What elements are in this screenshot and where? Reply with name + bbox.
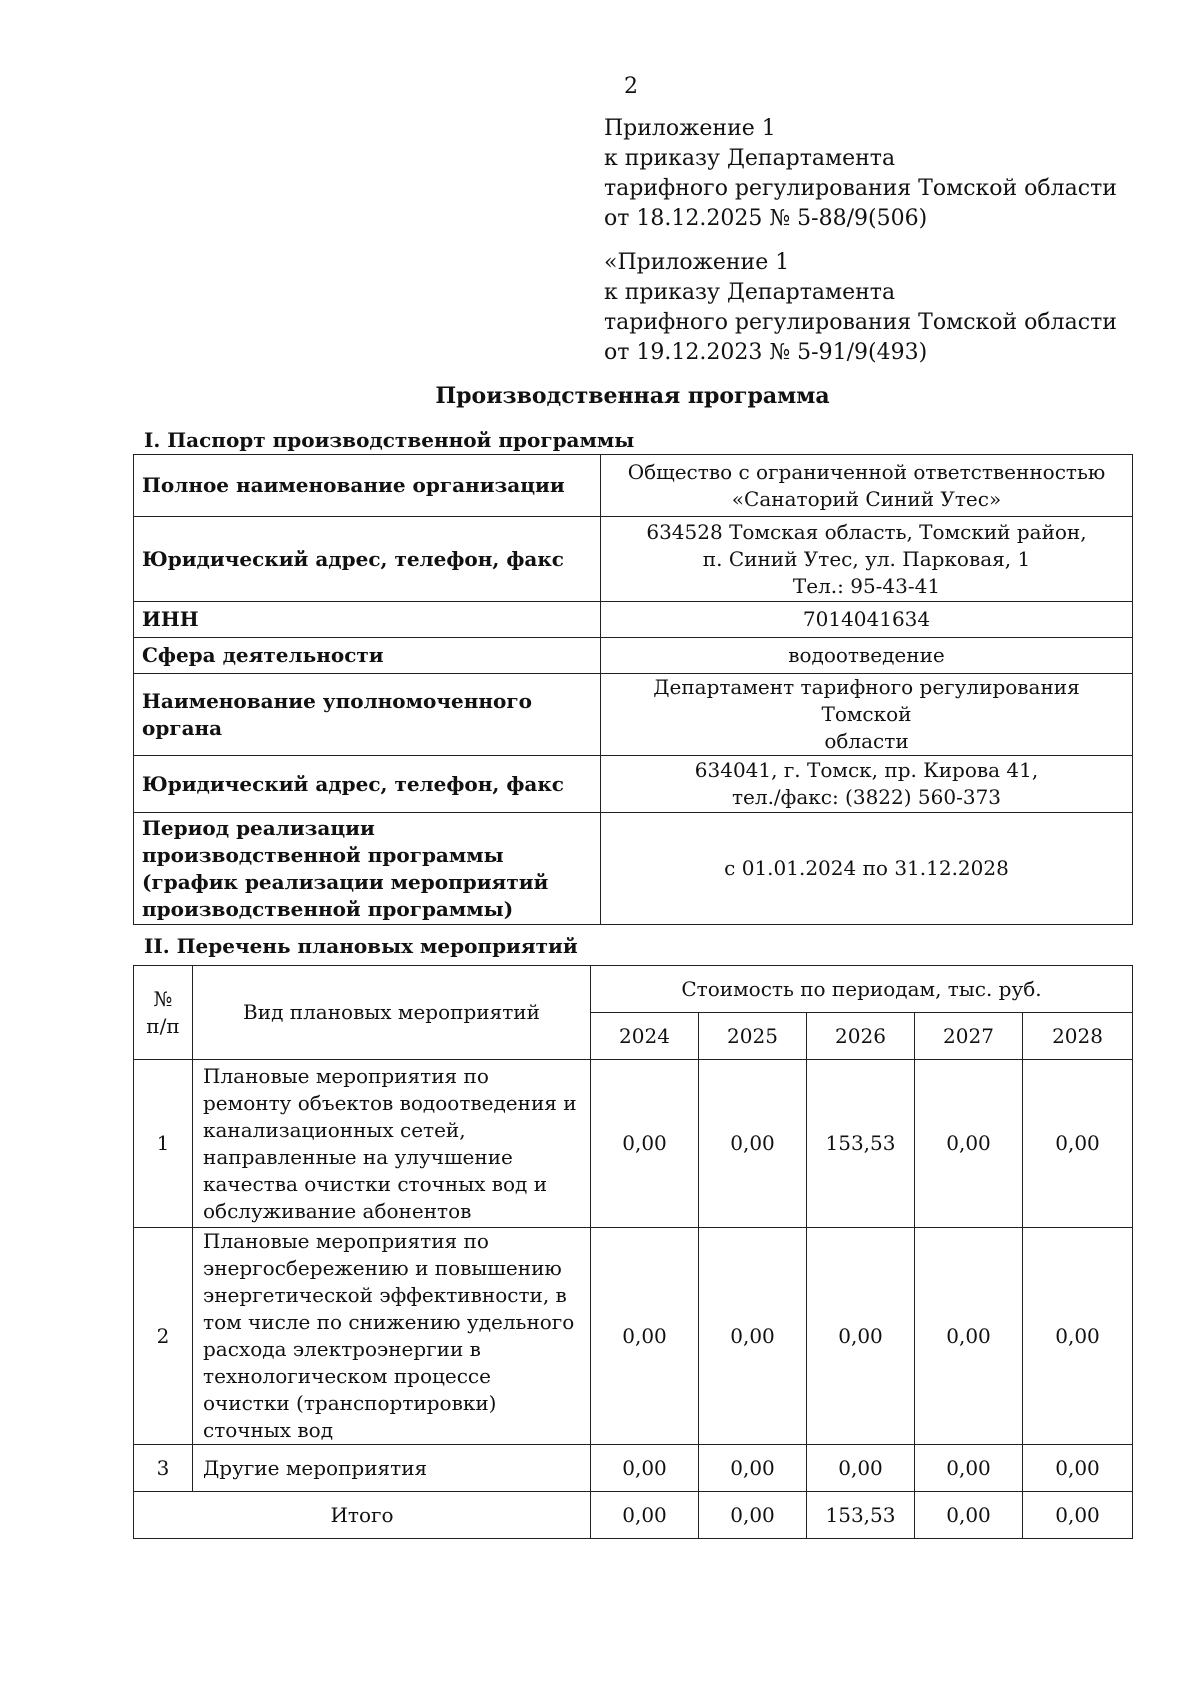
- cost-cell: 0,00: [915, 1060, 1023, 1228]
- table-row: [134, 813, 1133, 925]
- table-header-row: [134, 966, 1133, 1013]
- table-row: [134, 674, 1133, 756]
- total-cell: 0,00: [699, 1492, 807, 1539]
- page-number: 2: [624, 74, 638, 99]
- section-measures-heading: II. Перечень плановых мероприятий: [144, 934, 578, 958]
- table-total-row: [134, 1492, 1133, 1539]
- cost-cell: 0,00: [591, 1228, 699, 1445]
- table-row: [134, 602, 1133, 638]
- cost-cell: 0,00: [591, 1060, 699, 1228]
- value-line: 7014041634: [802, 607, 931, 631]
- value-line: п. Синий Утес, ул. Парковая, 1: [702, 546, 1031, 571]
- passport-label: Наименование уполномоченного органа: [134, 674, 601, 756]
- appendix-line: Приложение 1: [604, 116, 776, 141]
- appendix-line: к приказу Департамента: [604, 280, 896, 305]
- passport-label: Сфера деятельности: [134, 638, 601, 674]
- cost-cell: 0,00: [699, 1060, 807, 1228]
- cost-cell: 0,00: [699, 1228, 807, 1445]
- appendix-line: «Приложение 1: [604, 250, 790, 275]
- year-header: 2026: [807, 1013, 915, 1060]
- measure-name: Плановые мероприятия по ремонту объектов водоотведения и канализационных сетей, направленные на улучшение качества очистки сточных вод и обслуживание абонентов: [193, 1060, 591, 1228]
- appendix-line: от 19.12.2023 № 5-91/9(493): [604, 340, 928, 365]
- row-number: 2: [134, 1228, 193, 1445]
- value-line: 634041, г. Томск, пр. Кирова 41,: [694, 758, 1039, 782]
- year-header: 2027: [915, 1013, 1023, 1060]
- column-header-cost: Стоимость по периодам, тыс. руб.: [591, 966, 1133, 1013]
- year-header: 2024: [591, 1013, 699, 1060]
- measures-table: [133, 965, 1133, 1539]
- table-row: [134, 1445, 1133, 1492]
- passport-table: [133, 454, 1133, 925]
- appendix-line: к приказу Департамента: [604, 146, 896, 171]
- passport-value: [601, 674, 1133, 756]
- cost-cell: 153,53: [807, 1060, 915, 1228]
- appendix-line: тарифного регулирования Томской области: [604, 176, 1117, 201]
- value-line: области: [824, 729, 909, 753]
- cost-cell: 0,00: [1023, 1445, 1133, 1492]
- year-header: 2025: [699, 1013, 807, 1060]
- value-line: Тел.: 95-43-41: [792, 573, 941, 598]
- passport-value: [601, 602, 1133, 638]
- appendix-reference-current: [604, 114, 1117, 234]
- appendix-line: от 18.12.2025 № 5-88/9(506): [604, 206, 928, 231]
- cost-cell: 0,00: [915, 1228, 1023, 1445]
- value-line: Департамент тарифного регулирования Томской: [653, 675, 1080, 726]
- cost-cell: 0,00: [699, 1445, 807, 1492]
- cost-cell: 0,00: [915, 1445, 1023, 1492]
- total-cell: 0,00: [915, 1492, 1023, 1539]
- cost-cell: 0,00: [807, 1445, 915, 1492]
- table-row: [134, 638, 1133, 674]
- passport-label: Юридический адрес, телефон, факс: [134, 756, 601, 813]
- cost-cell: 0,00: [807, 1228, 915, 1445]
- value-line: с 01.01.2024 по 31.12.2028: [724, 856, 1009, 880]
- table-row: [134, 455, 1133, 517]
- cost-cell: 0,00: [1023, 1228, 1133, 1445]
- measure-name: Другие мероприятия: [193, 1445, 591, 1492]
- passport-label: Полное наименование организации: [134, 455, 601, 517]
- table-row: [134, 1060, 1133, 1228]
- total-cell: 153,53: [807, 1492, 915, 1539]
- passport-value: [601, 638, 1133, 674]
- passport-value: [601, 813, 1133, 925]
- value-line: тел./факс: (3822) 560-373: [731, 785, 1002, 809]
- total-cell: 0,00: [591, 1492, 699, 1539]
- appendix-line: тарифного регулирования Томской области: [604, 310, 1117, 335]
- year-header: 2028: [1023, 1013, 1133, 1060]
- value-line: Общество с ограниченной ответственностью: [627, 459, 1106, 484]
- row-number: 3: [134, 1445, 193, 1492]
- table-row: [134, 1228, 1133, 1445]
- table-row: [134, 756, 1133, 813]
- cost-cell: 0,00: [1023, 1060, 1133, 1228]
- column-header-name: Вид плановых мероприятий: [193, 966, 591, 1060]
- value-line: 634528 Томская область, Томский район,: [646, 519, 1087, 544]
- section-passport-heading: I. Паспорт производственной программы: [144, 428, 635, 452]
- total-cell: 0,00: [1023, 1492, 1133, 1539]
- total-label: Итого: [134, 1492, 591, 1539]
- table-row: [134, 517, 1133, 602]
- passport-value: [601, 517, 1133, 602]
- cost-cell: 0,00: [591, 1445, 699, 1492]
- value-line: водоотведение: [788, 643, 945, 667]
- value-line: «Санаторий Синий Утес»: [731, 486, 1002, 511]
- passport-label: Период реализации производственной программы (график реализации мероприятий производственной программы): [134, 813, 601, 925]
- measure-name: Плановые мероприятия по энергосбережению и повышению энергетической эффективности, в том числе по снижению удельного расхода электроэнергии в технологическом процессе очистки (транспортировки) сточных вод: [193, 1228, 591, 1445]
- appendix-reference-original: [604, 248, 1117, 368]
- passport-label: ИНН: [134, 602, 601, 638]
- document-title: Производственная программа: [435, 383, 830, 409]
- passport-value: [601, 756, 1133, 813]
- column-header-number: № п/п: [134, 966, 193, 1060]
- row-number: 1: [134, 1060, 193, 1228]
- passport-value: [601, 455, 1133, 517]
- passport-label: Юридический адрес, телефон, факс: [134, 517, 601, 602]
